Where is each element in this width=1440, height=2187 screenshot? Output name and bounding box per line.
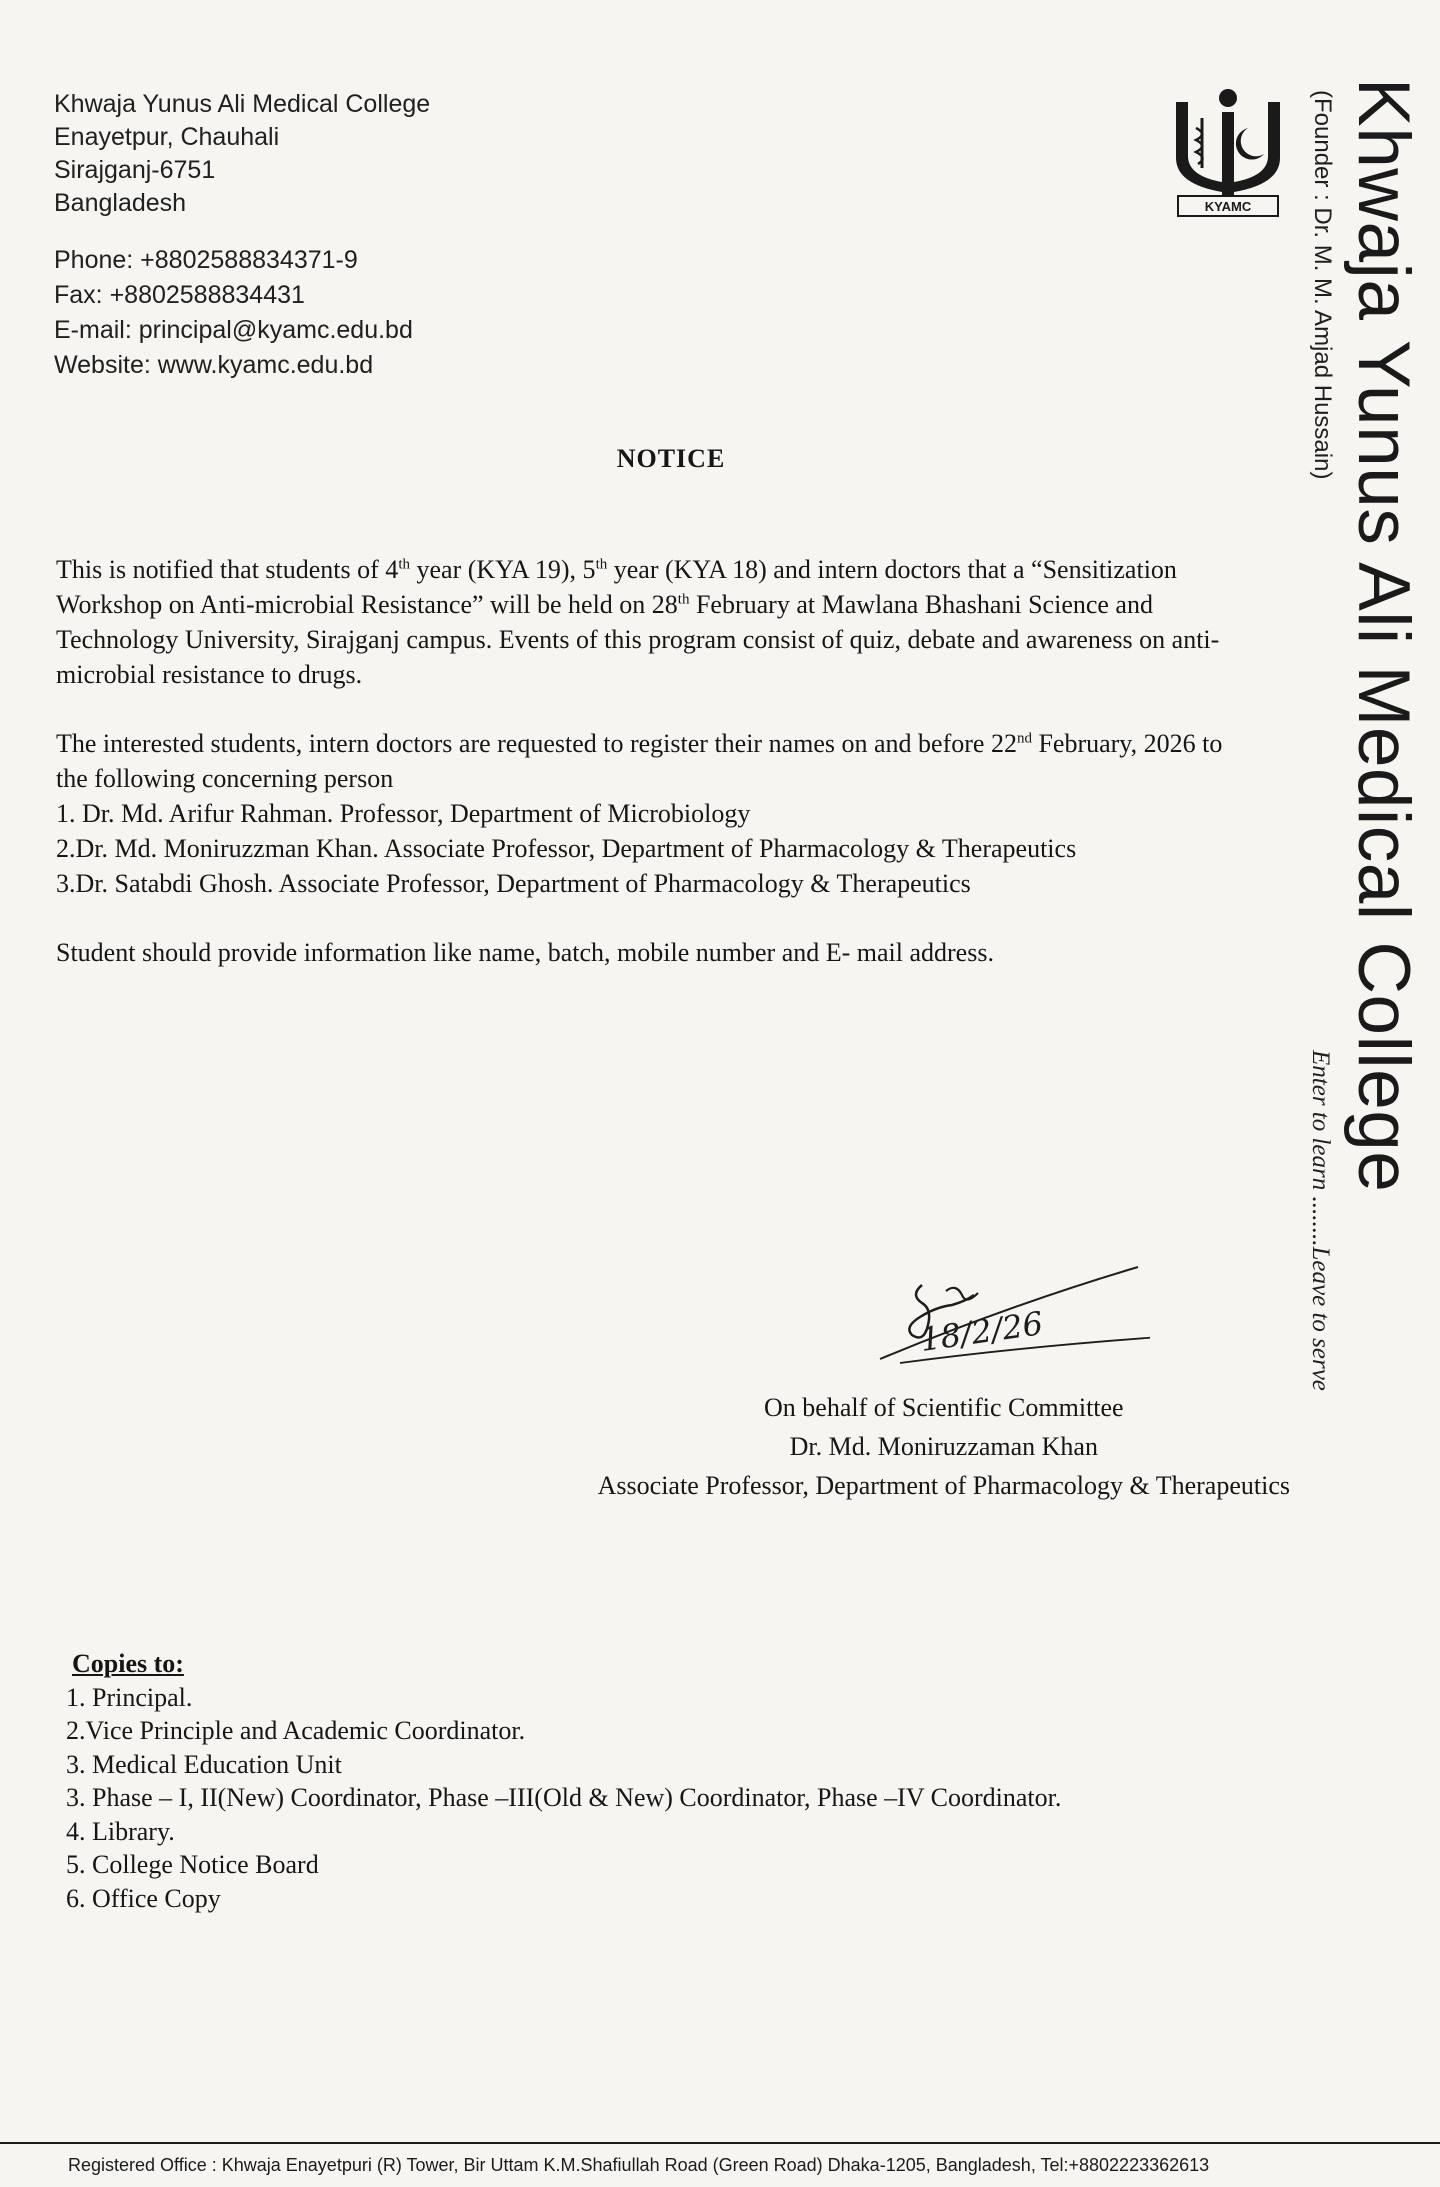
- copy-recipient: 6. Office Copy: [66, 1883, 221, 1913]
- logo-text: KYAMC: [1204, 199, 1252, 214]
- copy-recipient: 3. Medical Education Unit: [66, 1749, 342, 1779]
- college-logo: [1168, 88, 1288, 218]
- side-college-title: Khwaja Yunus Ali Medical College: [1343, 78, 1424, 1193]
- notice-body: [56, 552, 1236, 970]
- website-line: Website: www.kyamc.edu.bd: [54, 351, 374, 379]
- copy-recipient: 3. Phase – I, II(New) Coordinator, Phase –III(Old & New) Coordinator, Phase –IV Coordinator.: [66, 1783, 1062, 1812]
- college-address: [54, 88, 430, 220]
- phone-line: Phone: +8802588834371-9: [54, 246, 358, 274]
- motto-line: Enter to learn ........Leave to serve: [1307, 1050, 1334, 1391]
- signatory-name: Dr. Md. Moniruzzaman Khan: [789, 1432, 1098, 1461]
- signatory-designation: Associate Professor, Department of Pharmacology & Therapeutics: [597, 1471, 1290, 1500]
- notice-paragraph: This is notified that students of 4th year (KYA 19), 5th year (KYA 18) and intern doctors that a “Sensitization Workshop on Anti-microbial Resistance” will be held on 28th February at Mawlana Bhashani Science and Technology University, Sirajganj campus. Events of this program consist of quiz, debate and awareness on anti-microbial resistance to drugs.: [56, 555, 1220, 689]
- contact-person: 1. Dr. Md. Arifur Rahman. Professor, Department of Microbiology: [56, 799, 751, 828]
- registered-office-footer: Registered Office : Khwaja Enayetpuri (R) Tower, Bir Uttam K.M.Shafiullah Road (Green Road) Dhaka-1205, Bangladesh, Tel:+8802223362613: [68, 2155, 1210, 2175]
- notice-title: NOTICE: [616, 444, 726, 473]
- address-line: Khwaja Yunus Ali Medical College: [54, 90, 431, 118]
- copy-recipient: 4. Library.: [66, 1816, 175, 1846]
- copy-recipient: 2.Vice Principle and Academic Coordinator.: [66, 1716, 526, 1745]
- handwritten-signature: [870, 1255, 1150, 1365]
- copy-recipient: 5. College Notice Board: [66, 1850, 319, 1879]
- address-line: Enayetpur, Chauhali: [54, 123, 280, 151]
- email-line: E-mail: principal@kyamc.edu.bd: [54, 316, 413, 344]
- contact-person: 3.Dr. Satabdi Ghosh. Associate Professor, Department of Pharmacology & Therapeutics: [56, 869, 971, 898]
- copies-heading: Copies to:: [72, 1649, 184, 1678]
- copy-recipient: 1. Principal.: [66, 1682, 193, 1712]
- signatory-block: [598, 1388, 1290, 1505]
- registration-paragraph: The interested students, intern doctors are requested to register their names on and before 22nd February, 2026 to the following concerning person: [56, 729, 1223, 793]
- footer-divider: [0, 2142, 1440, 2144]
- address-line: Bangladesh: [54, 189, 187, 217]
- on-behalf-line: On behalf of Scientific Committee: [764, 1393, 1124, 1422]
- contact-person: 2.Dr. Md. Moniruzzman Khan. Associate Professor, Department of Pharmacology & Therapeutics: [56, 834, 1077, 863]
- founder-line: (Founder : Dr. M. M. Amjad Hussain): [1309, 90, 1336, 480]
- fax-line: Fax: +8802588834431: [54, 281, 305, 309]
- copies-section: [66, 1647, 1061, 1915]
- address-line: Sirajganj-6751: [54, 156, 216, 184]
- closing-instruction: Student should provide information like name, batch, mobile number and E- mail address.: [56, 938, 994, 967]
- signature-date: 18/2/26: [917, 1304, 1046, 1359]
- contact-info: [54, 243, 413, 383]
